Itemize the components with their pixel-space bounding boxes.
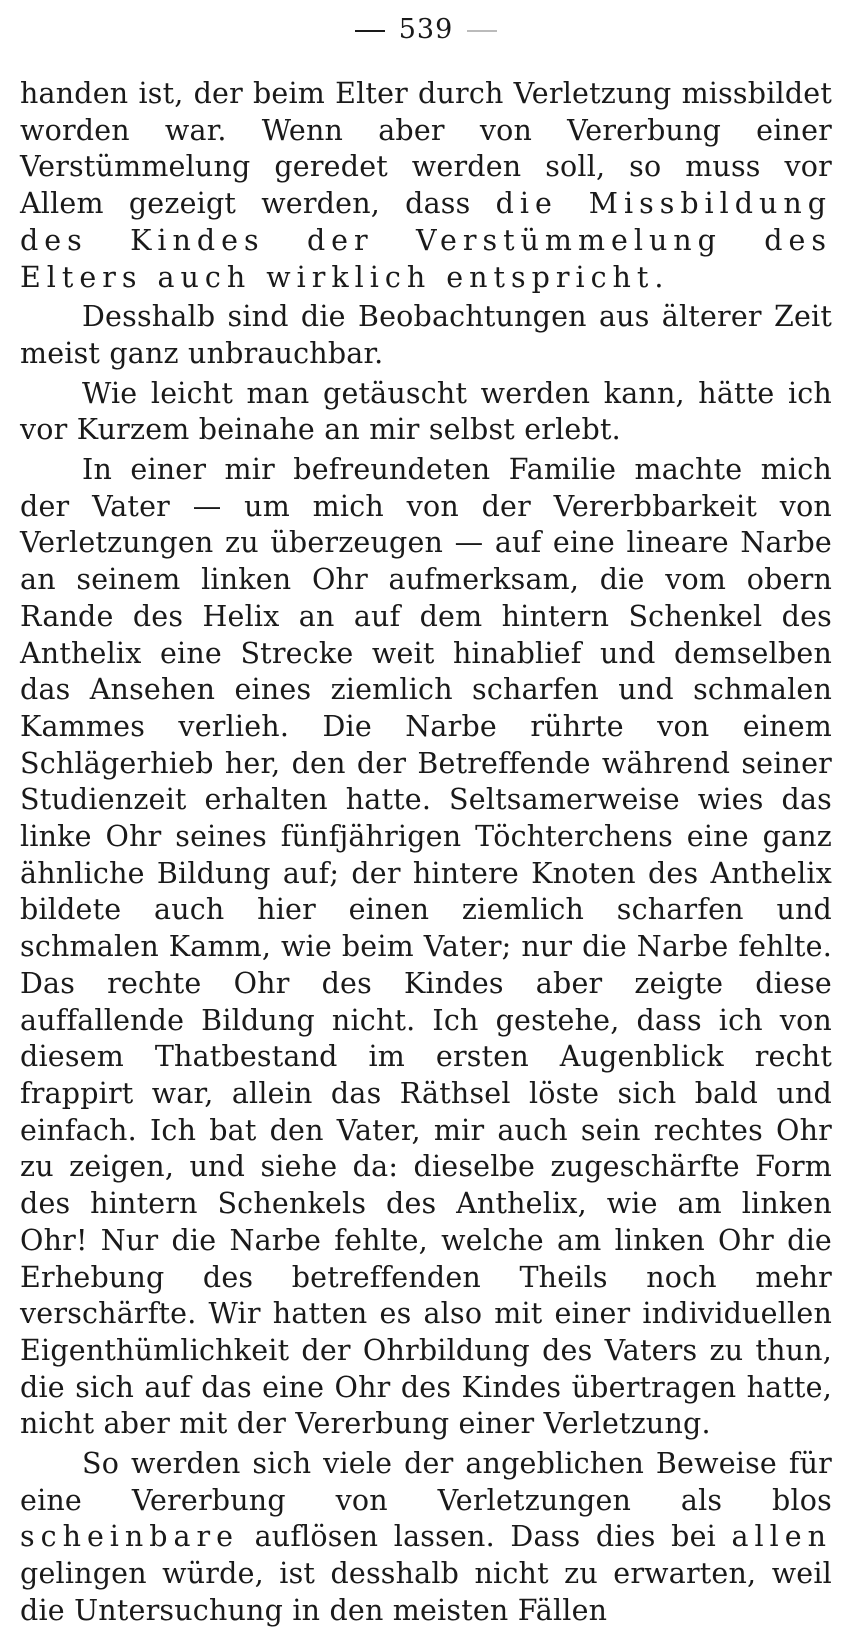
page-header [20, 14, 832, 45]
page-number: 539 [398, 14, 454, 45]
paragraph-5 [20, 1446, 832, 1630]
text-segment: . [654, 260, 664, 294]
spaced-emphasis: allen [731, 1520, 832, 1554]
text-segment: handen ist, der beim Elter durch Verletzung missbildet worden war. Wenn aber von Vererbung einer Verstümmelung geredet werden soll, so muss vor Allem gezeigt werden, dass [20, 77, 832, 221]
paragraph-3 [20, 376, 832, 449]
paragraph-2 [20, 299, 832, 372]
book-page [20, 0, 832, 1627]
paragraph-1 [20, 76, 832, 296]
text-segment: gelingen würde, ist desshalb nicht zu erwarten, weil die Untersuchung in den meisten Fällen [20, 1557, 832, 1627]
spaced-emphasis: scheinbare [20, 1520, 240, 1554]
text-segment: So werden sich viele der angeblichen Beweise für eine Vererbung von Verletzungen als blos [20, 1447, 832, 1517]
text-segment: Wie leicht man getäuscht werden kann, hätte ich vor Kurzem beinahe an mir selbst erlebt. [20, 376, 832, 447]
body-text [20, 76, 832, 1630]
text-segment: Desshalb sind die Beobachtungen aus älterer Zeit meist ganz unbrauchbar. [20, 300, 832, 370]
header-dash-left [355, 30, 385, 32]
paragraph-4 [20, 452, 832, 1443]
spaced-emphasis: die Missbildung des Kindes der Verstümmelung des Elters auch wirklich entspricht [20, 187, 832, 294]
text-segment: In einer mir befreundeten Familie machte mich der Vater — um mich von der Vererbbarkeit von Verletzungen zu überzeugen — auf eine lineare Narbe an seinem linken Ohr aufmerksam, die vom obern Rande des Helix an auf dem hintern Schenkel des Anthelix eine Strecke weit hinablief und demselben das Ansehen eines ziemlich scharfen und schmalen Kammes verlieh. Die Narbe rührte von einem Schlägerhieb her, den der Betreffende während seiner Studienzeit erhalten hatte. Seltsamerweise wies das linke Ohr seines fünfjährigen Töchterchens eine ganz ähnliche Bildung auf; der hintere Knoten des Anthelix bildete auch hier einen ziemlich scharfen und schmalen Kamm, wie beim Vater; nur die Narbe fehlte. Das rechte Ohr des Kindes aber zeigte diese auffallende Bildung nicht. Ich gestehe, dass ich von diesem Thatbestand im ersten Augenblick recht frappirt war, allein das Räthsel löste sich bald und einfach. Ich bat den Vater, mir auch sein rechtes Ohr zu zeigen, und siehe da: dieselbe zugeschärfte Form des hintern Schenkels des Anthelix, wie am linken Ohr! Nur die Narbe fehlte, welche am linken Ohr die Erhebung des betreffenden Theils noch mehr verschärfte. Wir hatten es also mit einer individuellen Eigenthümlichkeit der Ohrbildung des Vaters zu thun, die sich auf das eine Ohr des Kindes übertragen hatte, nicht aber mit der Vererbung einer Verletzung. [20, 453, 832, 1441]
text-segment: auflösen lassen. Dass dies bei [239, 1520, 732, 1554]
header-dash-right [467, 30, 497, 32]
